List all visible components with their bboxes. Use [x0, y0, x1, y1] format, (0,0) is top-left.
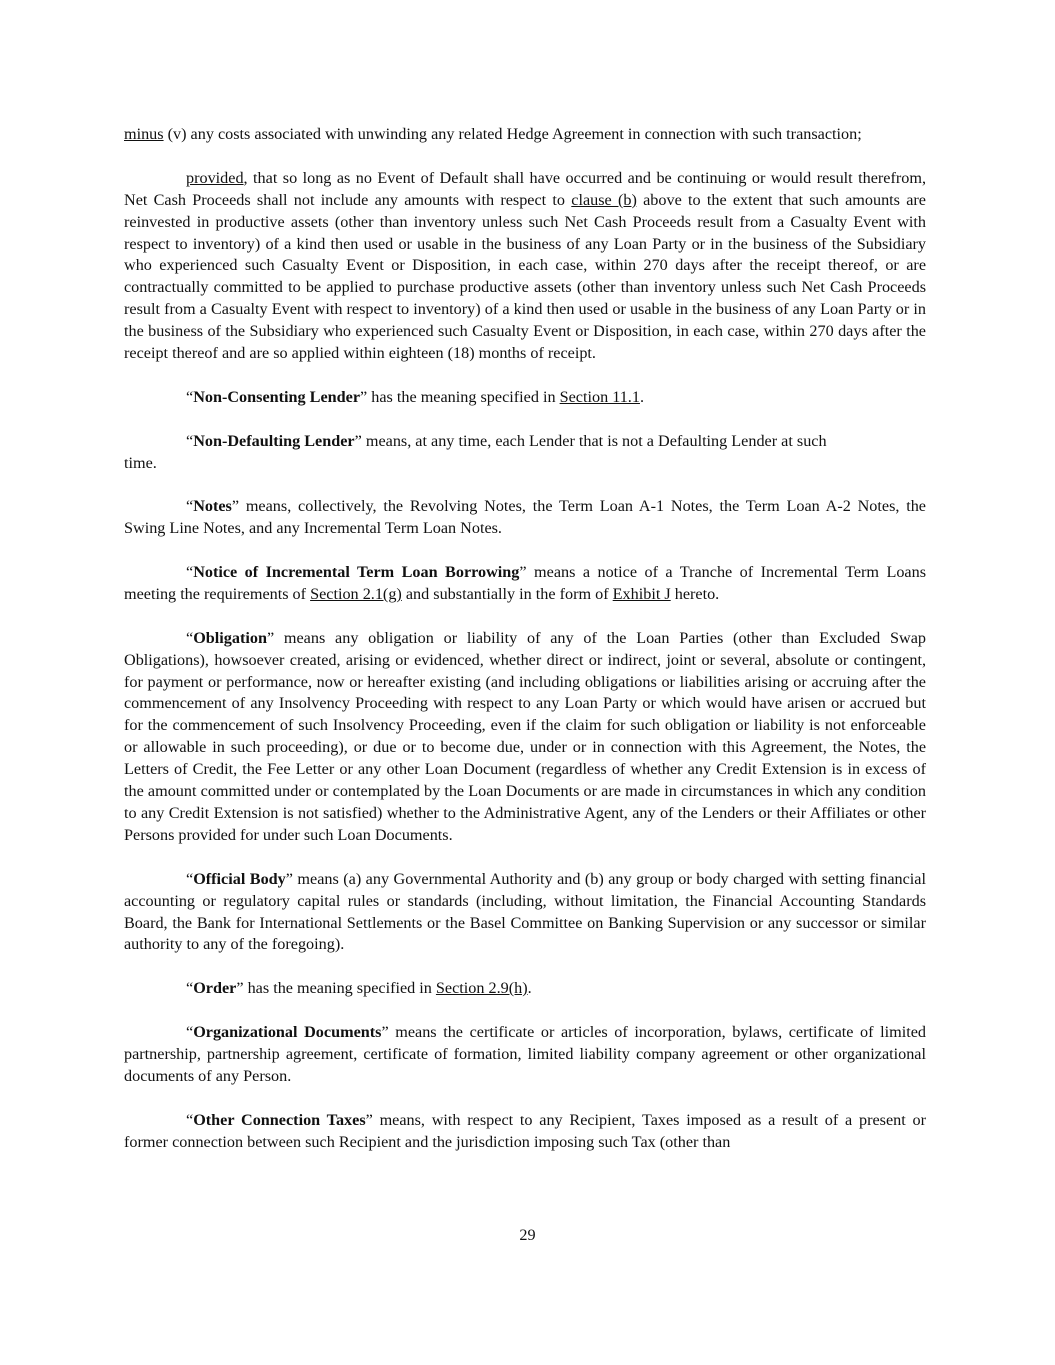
underlined-term: minus — [124, 125, 164, 143]
paragraph-text: , that so long as no Event of Default shall have occurred and be continuing or would result therefrom, Net Cash Proceeds shall not include any amounts with respect to — [124, 168, 926, 209]
definition-line — [124, 431, 926, 453]
defined-term: Other Connection Taxes — [193, 1110, 366, 1129]
defined-term: Obligation — [193, 628, 267, 647]
paragraph-text: ” means the certificate or articles of incorporation, bylaws, certificate of limited partnership, partnership agreement, certificate of formation, limited liability company agreement or other organizational documents of any Person. — [124, 1023, 926, 1085]
paragraph-text: ” means, with respect to any Recipient, Taxes imposed as a result of a present or former connection between such Recipient and the jurisdiction imposing such Tax (other than — [124, 1110, 926, 1151]
quote-mark: “ — [186, 628, 194, 647]
definition-non-consenting-lender — [124, 387, 926, 409]
paragraph-minus-clause — [124, 124, 926, 146]
defined-term: Notes — [193, 497, 232, 516]
paragraph-text: above to the extent that such amounts are reinvested in productive assets (other than inventory unless such Net Cash Proceeds result from a Casualty Event with respect to inventory) of a kind then used or usable in the business of any Loan Party or in the business of the Subsidiary who experienced such Casualty Event or Disposition, in each case, within 270 days after the receipt thereof, or are contractually committed to be applied to purchase productive assets (other than inventory unless such Net Cash Proceeds result from a Casualty Event with respect to inventory) of a kind then used or usable in the business of any Loan Party or in the business of the Subsidiary who experienced such Casualty Event or Disposition, in each case, within 270 days after the receipt thereof and are so applied within eighteen (18) months of receipt. — [124, 190, 926, 363]
cross-reference: Section 2.9(h) — [435, 979, 528, 998]
definition-line-continued: time. — [124, 453, 157, 472]
underlined-term: provided — [186, 168, 244, 187]
paragraph-text: . — [639, 387, 644, 406]
document-body — [124, 124, 926, 1175]
quote-mark: “ — [186, 497, 194, 516]
page-number: 29 — [519, 1226, 536, 1244]
quote-mark: “ — [186, 387, 194, 406]
definition-organizational-documents — [124, 1022, 926, 1088]
definition-order — [124, 978, 926, 1000]
paragraph-text: ” means (a) any Governmental Authority and (b) any group or body charged with setting financial accounting or regulatory capital rules or standards (including, without limitation, the Financial Accounting Standards Board, the Bank for International Settlements or the Basel Committee on Banking Supervision or any successor or similar authority to any of the foregoing). — [124, 869, 926, 954]
defined-term: Official Body — [193, 869, 286, 888]
cross-reference: Section 2.1(g) — [310, 584, 402, 603]
defined-term: Order — [193, 979, 237, 998]
quote-mark: “ — [186, 869, 194, 888]
definition-non-defaulting-lender — [124, 431, 926, 475]
paragraph-text: ” means, collectively, the Revolving Notes, the Term Loan A-1 Notes, the Term Loan A-2 Notes, the Swing Line Notes, and any Incremental Term Loan Notes. — [124, 497, 926, 538]
defined-term: Notice of Incremental Term Loan Borrowing — [193, 563, 520, 582]
defined-term: Non-Defaulting Lender — [193, 431, 355, 450]
cross-reference: Section 11.1 — [559, 387, 640, 406]
paragraph-text: hereto. — [670, 584, 720, 603]
definition-obligation — [124, 628, 926, 847]
defined-term: Organizational Documents — [193, 1023, 382, 1042]
paragraph-provided — [124, 168, 926, 365]
quote-mark: “ — [186, 431, 194, 450]
quote-mark: “ — [186, 979, 194, 998]
quote-mark: “ — [186, 1110, 194, 1129]
quote-mark: “ — [186, 1023, 194, 1042]
definition-notes — [124, 496, 926, 540]
definition-notice-of-incremental-term-loan-borrowing — [124, 562, 926, 606]
paragraph-text: ” has the meaning specified in — [236, 979, 436, 998]
paragraph-text: (v) any costs associated with unwinding any related Hedge Agreement in connection with such transaction; — [163, 125, 862, 143]
defined-term: Non-Consenting Lender — [193, 387, 361, 406]
definition-official-body — [124, 869, 926, 957]
cross-reference: clause (b) — [571, 190, 637, 209]
paragraph-text: . — [527, 979, 532, 998]
paragraph-text: ” means, at any time, each Lender that is not a Defaulting Lender at such — [354, 431, 827, 450]
definition-other-connection-taxes — [124, 1110, 926, 1154]
cross-reference: Exhibit J — [612, 584, 671, 603]
paragraph-text: ” means a notice of a Tranche of Incremental Term Loans meeting the requirements of — [124, 563, 926, 603]
quote-mark: “ — [186, 563, 194, 582]
paragraph-text: ” means any obligation or liability of any of the Loan Parties (other than Excluded Swap Obligations), howsoever created, arising or evidenced, whether direct or indirect, joint or several, absolute or contingent, for payment or performance, now or hereafter existing (and including obligations or liabilities arising or accruing after the commencement of any Insolvency Proceeding with respect to any Loan Party or which would have arisen or accrued but for the commencement of such Insolvency Proceeding, even if the claim for such obligation or liability is not enforceable or allowable in such proceeding), or due or to become due, under or in connection with this Agreement, the Notes, the Letters of Credit, the Fee Letter or any other Loan Document (regardless of whether any Credit Extension is in excess of the amount committed under or contemplated by the Loan Documents or are made in circumstances in which any condition to any Credit Extension is not satisfied) whether to the Administrative Agent, any of the Lenders or their Affiliates or other Persons provided for under such Loan Documents. — [124, 628, 926, 844]
paragraph-text: and substantially in the form of — [401, 584, 613, 603]
paragraph-text: ” has the meaning specified in — [360, 387, 560, 406]
